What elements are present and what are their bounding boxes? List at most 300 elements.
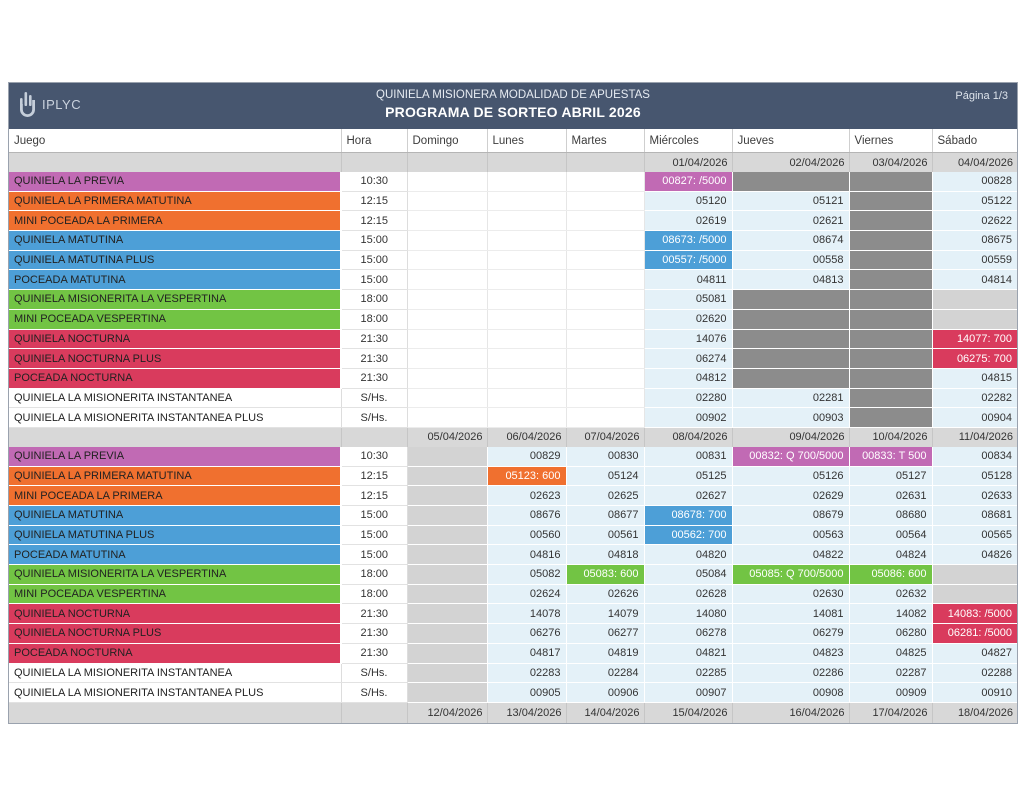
empty-cell: [849, 191, 932, 211]
game-name-cell: QUINIELA LA PREVIA: [9, 447, 341, 466]
game-row: [9, 545, 1017, 565]
game-row: [9, 329, 1017, 349]
empty-cell: [849, 231, 932, 251]
draw-number-highlight-cell: 08678: 700: [644, 506, 732, 526]
draw-number-cell: 02284: [566, 663, 644, 683]
hora-cell: S/Hs.: [341, 683, 407, 703]
draw-number-cell: 05081: [644, 290, 732, 310]
empty-cell: [487, 349, 566, 369]
date-cell: 11/04/2026: [932, 427, 1017, 447]
draw-number-cell: 00906: [566, 683, 644, 703]
draw-number-cell: 02620: [644, 309, 732, 329]
empty-cell: [849, 172, 932, 191]
draw-number-cell: 02628: [644, 584, 732, 604]
game-row: [9, 486, 1017, 506]
empty-cell: [407, 565, 487, 585]
game-name-cell: QUINIELA NOCTURNA: [9, 329, 341, 349]
draw-number-cell: 02283: [487, 663, 566, 683]
game-name-cell: QUINIELA MATUTINA: [9, 506, 341, 526]
hora-cell: 15:00: [341, 270, 407, 290]
game-name-cell: POCEADA MATUTINA: [9, 270, 341, 290]
game-row: [9, 604, 1017, 624]
date-cell: 10/04/2026: [849, 427, 932, 447]
empty-cell: [732, 349, 849, 369]
draw-number-cell: 00902: [644, 408, 732, 428]
empty-cell: [407, 388, 487, 408]
column-header-jueves: Jueves: [732, 129, 849, 153]
date-cell: 15/04/2026: [644, 702, 732, 723]
date-row-spacer: [341, 427, 407, 447]
empty-cell: [732, 172, 849, 191]
empty-cell: [487, 388, 566, 408]
game-name-cell: QUINIELA LA PREVIA: [9, 172, 341, 191]
hora-cell: S/Hs.: [341, 388, 407, 408]
column-header-martes: Martes: [566, 129, 644, 153]
report-title: PROGRAMA DE SORTEO ABRIL 2026: [385, 104, 641, 120]
date-cell: 05/04/2026: [407, 427, 487, 447]
report-subtitle: QUINIELA MISIONERA MODALIDAD DE APUESTAS: [376, 89, 650, 101]
draw-number-cell: 14082: [849, 604, 932, 624]
draw-number-highlight-cell: 05123: 600: [487, 466, 566, 486]
draw-number-cell: 02623: [487, 486, 566, 506]
draw-number-cell: 14076: [644, 329, 732, 349]
draw-number-cell: 00563: [732, 525, 849, 545]
draw-number-cell: 00909: [849, 683, 932, 703]
draw-number-cell: 04819: [566, 643, 644, 663]
empty-cell: [487, 368, 566, 388]
game-row: [9, 211, 1017, 231]
game-name-cell: QUINIELA NOCTURNA PLUS: [9, 624, 341, 644]
game-row: [9, 368, 1017, 388]
game-row: [9, 447, 1017, 466]
empty-cell: [407, 466, 487, 486]
draw-number-cell: 04811: [644, 270, 732, 290]
draw-number-cell: 02629: [732, 486, 849, 506]
game-name-cell: QUINIELA LA PRIMERA MATUTINA: [9, 466, 341, 486]
empty-cell: [407, 604, 487, 624]
empty-cell: [849, 349, 932, 369]
draw-number-cell: 02286: [732, 663, 849, 683]
draw-number-cell: 00829: [487, 447, 566, 466]
date-row-spacer: [9, 702, 341, 723]
empty-cell: [487, 329, 566, 349]
game-name-cell: MINI POCEADA LA PRIMERA: [9, 486, 341, 506]
draw-number-cell: 06274: [644, 349, 732, 369]
draw-number-cell: 14078: [487, 604, 566, 624]
empty-cell: [407, 211, 487, 231]
game-name-cell: MINI POCEADA VESPERTINA: [9, 309, 341, 329]
draw-number-highlight-cell: 00557: /5000: [644, 250, 732, 270]
draw-number-cell: 06279: [732, 624, 849, 644]
game-row: [9, 624, 1017, 644]
hora-cell: 21:30: [341, 624, 407, 644]
draw-number-cell: 08681: [932, 506, 1017, 526]
game-name-cell: QUINIELA LA PRIMERA MATUTINA: [9, 191, 341, 211]
draw-number-cell: 05125: [644, 466, 732, 486]
empty-cell: [566, 388, 644, 408]
game-row: [9, 309, 1017, 329]
draw-number-cell: 05121: [732, 191, 849, 211]
empty-cell: [407, 584, 487, 604]
empty-cell: [566, 368, 644, 388]
draw-number-highlight-cell: 06275: 700: [932, 349, 1017, 369]
draw-number-cell: 05082: [487, 565, 566, 585]
hora-cell: 21:30: [341, 368, 407, 388]
empty-cell: [732, 309, 849, 329]
game-name-cell: QUINIELA NOCTURNA: [9, 604, 341, 624]
empty-cell: [487, 290, 566, 310]
draw-number-cell: 04825: [849, 643, 932, 663]
draw-number-cell: 00559: [932, 250, 1017, 270]
empty-cell: [407, 270, 487, 290]
draw-number-cell: 02287: [849, 663, 932, 683]
draw-number-cell: 14079: [566, 604, 644, 624]
hora-cell: 21:30: [341, 329, 407, 349]
draw-number-highlight-cell: 14083: /5000: [932, 604, 1017, 624]
draw-number-cell: 02626: [566, 584, 644, 604]
date-cell: 03/04/2026: [849, 153, 932, 173]
hora-cell: 18:00: [341, 309, 407, 329]
empty-cell: [849, 408, 932, 428]
draw-number-highlight-cell: 00832: Q 700/5000: [732, 447, 849, 466]
date-cell: 01/04/2026: [644, 153, 732, 173]
week-date-row: [9, 153, 1017, 173]
empty-cell: [849, 290, 932, 310]
draw-number-highlight-cell: 00827: /5000: [644, 172, 732, 191]
draw-number-highlight-cell: 08673: /5000: [644, 231, 732, 251]
game-name-cell: QUINIELA MATUTINA PLUS: [9, 525, 341, 545]
empty-cell: [849, 368, 932, 388]
draw-number-cell: 08675: [932, 231, 1017, 251]
game-row: [9, 506, 1017, 526]
draw-number-cell: 04816: [487, 545, 566, 565]
game-row: [9, 250, 1017, 270]
empty-cell: [932, 290, 1017, 310]
game-name-cell: QUINIELA MISIONERITA LA VESPERTINA: [9, 290, 341, 310]
date-cell: 02/04/2026: [732, 153, 849, 173]
draw-number-cell: 05127: [849, 466, 932, 486]
draw-number-cell: 00908: [732, 683, 849, 703]
hora-cell: 18:00: [341, 565, 407, 585]
hora-cell: 18:00: [341, 584, 407, 604]
empty-cell: [487, 211, 566, 231]
hora-cell: 21:30: [341, 604, 407, 624]
empty-cell: [407, 231, 487, 251]
date-cell: 13/04/2026: [487, 702, 566, 723]
hora-cell: 15:00: [341, 231, 407, 251]
sorteo-schedule-table: [9, 129, 1017, 723]
draw-number-cell: 08676: [487, 506, 566, 526]
draw-number-cell: 02630: [732, 584, 849, 604]
draw-number-cell: 02625: [566, 486, 644, 506]
hora-cell: 15:00: [341, 545, 407, 565]
draw-number-cell: 02624: [487, 584, 566, 604]
hora-cell: S/Hs.: [341, 408, 407, 428]
game-name-cell: QUINIELA MISIONERITA LA VESPERTINA: [9, 565, 341, 585]
draw-number-cell: 04821: [644, 643, 732, 663]
empty-cell: [566, 408, 644, 428]
game-row: [9, 290, 1017, 310]
hora-cell: 12:15: [341, 486, 407, 506]
report-header: [9, 83, 1017, 129]
empty-cell: [487, 191, 566, 211]
empty-cell: [732, 368, 849, 388]
hora-cell: 12:15: [341, 466, 407, 486]
game-name-cell: QUINIELA MATUTINA: [9, 231, 341, 251]
draw-number-cell: 04813: [732, 270, 849, 290]
empty-cell: [407, 368, 487, 388]
draw-number-cell: 00903: [732, 408, 849, 428]
draw-number-cell: 04826: [932, 545, 1017, 565]
date-cell: 04/04/2026: [932, 153, 1017, 173]
empty-cell: [732, 329, 849, 349]
empty-cell: [407, 525, 487, 545]
draw-number-highlight-cell: 06281: /5000: [932, 624, 1017, 644]
empty-cell: [566, 290, 644, 310]
empty-cell: [566, 270, 644, 290]
draw-number-cell: 04814: [932, 270, 1017, 290]
draw-number-cell: 00560: [487, 525, 566, 545]
draw-number-cell: 05122: [932, 191, 1017, 211]
draw-number-cell: 00831: [644, 447, 732, 466]
column-header-miercoles: Miércoles: [644, 129, 732, 153]
draw-number-cell: 06280: [849, 624, 932, 644]
empty-cell: [407, 191, 487, 211]
game-name-cell: MINI POCEADA VESPERTINA: [9, 584, 341, 604]
empty-cell: [849, 309, 932, 329]
game-name-cell: QUINIELA LA MISIONERITA INSTANTANEA: [9, 663, 341, 683]
empty-cell: [407, 683, 487, 703]
date-cell: 18/04/2026: [932, 702, 1017, 723]
draw-number-cell: 02632: [849, 584, 932, 604]
draw-number-cell: 00834: [932, 447, 1017, 466]
hora-cell: 18:00: [341, 290, 407, 310]
game-row: [9, 408, 1017, 428]
empty-cell: [566, 231, 644, 251]
draw-number-cell: 00905: [487, 683, 566, 703]
date-cell: 08/04/2026: [644, 427, 732, 447]
game-row: [9, 565, 1017, 585]
draw-number-cell: 00830: [566, 447, 644, 466]
date-cell: 09/04/2026: [732, 427, 849, 447]
hora-cell: S/Hs.: [341, 663, 407, 683]
week-date-row: [9, 427, 1017, 447]
empty-cell: [487, 250, 566, 270]
draw-number-highlight-cell: 00562: 700: [644, 525, 732, 545]
empty-cell: [849, 250, 932, 270]
empty-cell: [932, 584, 1017, 604]
column-header-lunes: Lunes: [487, 129, 566, 153]
draw-number-cell: 05124: [566, 466, 644, 486]
next-week-date-row: [9, 702, 1017, 723]
game-name-cell: POCEADA MATUTINA: [9, 545, 341, 565]
empty-cell: [407, 309, 487, 329]
empty-cell: [566, 250, 644, 270]
game-row: [9, 466, 1017, 486]
hora-cell: 10:30: [341, 172, 407, 191]
draw-number-cell: 00558: [732, 250, 849, 270]
draw-number-cell: 04822: [732, 545, 849, 565]
empty-cell: [407, 624, 487, 644]
report-title-block: [9, 89, 1017, 120]
game-row: [9, 231, 1017, 251]
draw-number-cell: 06276: [487, 624, 566, 644]
draw-number-cell: 00828: [932, 172, 1017, 191]
column-header-sabado: Sábado: [932, 129, 1017, 153]
game-row: [9, 172, 1017, 191]
empty-cell: [849, 270, 932, 290]
hora-cell: 12:15: [341, 191, 407, 211]
date-cell: [407, 153, 487, 173]
empty-cell: [849, 211, 932, 231]
hora-cell: 15:00: [341, 250, 407, 270]
empty-cell: [487, 309, 566, 329]
draw-number-cell: 02288: [932, 663, 1017, 683]
empty-cell: [407, 663, 487, 683]
draw-number-cell: 14081: [732, 604, 849, 624]
draw-number-cell: 04827: [932, 643, 1017, 663]
draw-number-highlight-cell: 14077: 700: [932, 329, 1017, 349]
game-row: [9, 683, 1017, 703]
draw-number-cell: 08680: [849, 506, 932, 526]
column-header-row: [9, 129, 1017, 153]
draw-number-cell: 04820: [644, 545, 732, 565]
column-header-domingo: Domingo: [407, 129, 487, 153]
draw-number-cell: 02280: [644, 388, 732, 408]
column-header-hora: Hora: [341, 129, 407, 153]
empty-cell: [487, 408, 566, 428]
draw-number-cell: 14080: [644, 604, 732, 624]
draw-number-cell: 04817: [487, 643, 566, 663]
hora-cell: 10:30: [341, 447, 407, 466]
draw-number-highlight-cell: 05083: 600: [566, 565, 644, 585]
empty-cell: [407, 329, 487, 349]
date-cell: 14/04/2026: [566, 702, 644, 723]
date-cell: 07/04/2026: [566, 427, 644, 447]
game-name-cell: QUINIELA LA MISIONERITA INSTANTANEA: [9, 388, 341, 408]
empty-cell: [566, 172, 644, 191]
game-row: [9, 643, 1017, 663]
empty-cell: [487, 270, 566, 290]
empty-cell: [407, 486, 487, 506]
game-name-cell: QUINIELA NOCTURNA PLUS: [9, 349, 341, 369]
date-row-spacer: [341, 153, 407, 173]
empty-cell: [407, 349, 487, 369]
hora-cell: 15:00: [341, 525, 407, 545]
empty-cell: [566, 191, 644, 211]
game-name-cell: POCEADA NOCTURNA: [9, 643, 341, 663]
draw-number-cell: 08677: [566, 506, 644, 526]
empty-cell: [732, 290, 849, 310]
draw-number-cell: 00561: [566, 525, 644, 545]
empty-cell: [407, 643, 487, 663]
date-row-spacer: [9, 153, 341, 173]
empty-cell: [566, 329, 644, 349]
empty-cell: [407, 290, 487, 310]
draw-number-cell: 02627: [644, 486, 732, 506]
column-header-viernes: Viernes: [849, 129, 932, 153]
date-cell: 06/04/2026: [487, 427, 566, 447]
column-header-juego: Juego: [9, 129, 341, 153]
hora-cell: 12:15: [341, 211, 407, 231]
hora-cell: 21:30: [341, 643, 407, 663]
empty-cell: [566, 349, 644, 369]
date-row-spacer: [9, 427, 341, 447]
date-row-spacer: [341, 702, 407, 723]
draw-number-cell: 05128: [932, 466, 1017, 486]
empty-cell: [407, 545, 487, 565]
empty-cell: [407, 506, 487, 526]
game-row: [9, 388, 1017, 408]
date-cell: [566, 153, 644, 173]
draw-number-cell: 08679: [732, 506, 849, 526]
hora-cell: 15:00: [341, 506, 407, 526]
empty-cell: [407, 447, 487, 466]
game-row: [9, 270, 1017, 290]
page-number: Página 1/3: [955, 90, 1008, 102]
empty-cell: [932, 565, 1017, 585]
game-row: [9, 584, 1017, 604]
iplyc-logo-text: IPLYC: [42, 96, 82, 112]
date-cell: 17/04/2026: [849, 702, 932, 723]
draw-number-cell: 02621: [732, 211, 849, 231]
game-name-cell: POCEADA NOCTURNA: [9, 368, 341, 388]
draw-number-cell: 04823: [732, 643, 849, 663]
game-name-cell: MINI POCEADA LA PRIMERA: [9, 211, 341, 231]
draw-number-cell: 06277: [566, 624, 644, 644]
date-cell: [487, 153, 566, 173]
draw-number-cell: 04815: [932, 368, 1017, 388]
draw-number-cell: 06278: [644, 624, 732, 644]
draw-number-cell: 05126: [732, 466, 849, 486]
empty-cell: [407, 172, 487, 191]
empty-cell: [849, 329, 932, 349]
empty-cell: [407, 408, 487, 428]
draw-number-cell: 00907: [644, 683, 732, 703]
hora-cell: 21:30: [341, 349, 407, 369]
empty-cell: [566, 309, 644, 329]
draw-number-cell: 00564: [849, 525, 932, 545]
date-cell: 12/04/2026: [407, 702, 487, 723]
empty-cell: [932, 309, 1017, 329]
draw-number-cell: 00910: [932, 683, 1017, 703]
game-row: [9, 663, 1017, 683]
empty-cell: [487, 231, 566, 251]
empty-cell: [849, 388, 932, 408]
draw-number-cell: 00904: [932, 408, 1017, 428]
draw-number-cell: 02619: [644, 211, 732, 231]
draw-number-cell: 02281: [732, 388, 849, 408]
draw-number-cell: 04812: [644, 368, 732, 388]
game-row: [9, 525, 1017, 545]
draw-number-cell: 05120: [644, 191, 732, 211]
empty-cell: [407, 250, 487, 270]
draw-number-cell: 02282: [932, 388, 1017, 408]
draw-number-cell: 05084: [644, 565, 732, 585]
date-cell: 16/04/2026: [732, 702, 849, 723]
empty-cell: [566, 211, 644, 231]
game-name-cell: QUINIELA MATUTINA PLUS: [9, 250, 341, 270]
game-row: [9, 349, 1017, 369]
draw-number-cell: 04824: [849, 545, 932, 565]
empty-cell: [487, 172, 566, 191]
draw-number-cell: 08674: [732, 231, 849, 251]
game-name-cell: QUINIELA LA MISIONERITA INSTANTANEA PLUS: [9, 408, 341, 428]
draw-number-cell: 04818: [566, 545, 644, 565]
draw-number-cell: 02631: [849, 486, 932, 506]
draw-number-cell: 02622: [932, 211, 1017, 231]
draw-number-cell: 02633: [932, 486, 1017, 506]
